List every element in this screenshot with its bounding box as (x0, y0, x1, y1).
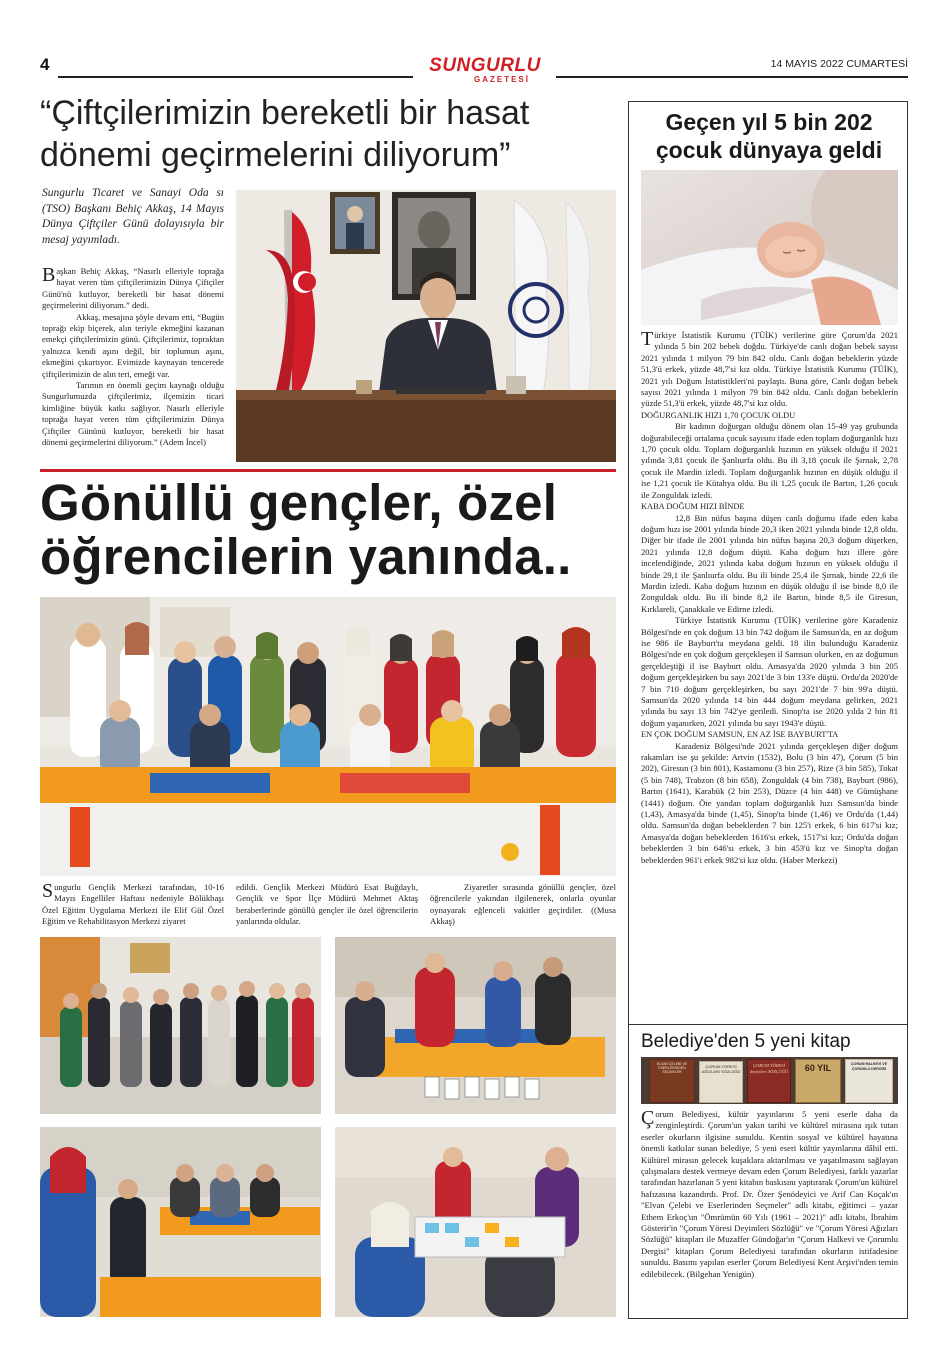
article1-lead: Sungurlu Ticaret ve Sanayi Oda sı (TSO) Başkanı Behiç Akkaş, 14 Mayıs Dünya Çiftçiler Günü dolayısıyla bir mesaj yayımladı. (42, 187, 224, 246)
article4-body (641, 1109, 898, 1280)
article3-body (641, 330, 898, 866)
book-cover (649, 1059, 695, 1103)
article1-paragraph: aşkan Behiç Akkaş, “Nasırlı elleriyle toprağa hayat veren tüm çiftçilerimizin Dünya Çiftçiler Günü'nü kutluyor, bereketli bir hasat dönemi geçirmelerini diliyorum.” dedi. (42, 266, 224, 311)
article3-subheading: EN ÇOK DOĞUM SAMSUN, EN AZ İSE BAYBURT'TA (641, 730, 839, 740)
header-rule-right (556, 76, 908, 78)
header-rule-left (58, 76, 413, 78)
article2-photo (335, 937, 616, 1114)
article4-paragraph: orum Belediyesi, kültür yayınlarını 5 yeni eserle daha da zenginleştirdi. Çorum'un yakın tarihi ve kültürel mirasına ışık tutan eserler okurların ilgisine sunuldu. Kentin sosyal ve kültürel hayatına önemli katkılar sunan belediye, 5 yeni eseri kültür yayınlarına dâhil etti. Kültürel mirasın gelecek kuşaklara aktarılması ve yaşatılmasını sağlayan çalışmalara destek vermeye devam eden Çorum Belediyesi, farklı yazarlar tarafından hazırlanan 5 yeni kitabın baskısını yaptırarak Çorum'un kültürel hafızasına kazandırdı. Prof. Dr. Özer Şenödeyici ve Arif Can Koçak'ın "Elvan Çelebi ve Eserlerinden Seçmeler" adlı kitabı, eğitimci – yazar Ethem Erkoç'un "Ömrümün 60 Yılı (1961 – 2021)" adlı kitabı, İbrahim Gösterir'in "Çorum Yöresi Deyimleri Sözlüğü" ve "Çorum Yöresi Ağızları Sözlüğü" kitapları ile Muzaffer Gündoğar'ın "Çorum Halkevi ve Çorumlu Dergisi" kitapları Çorum Belediyesi tarafından okurların istifadesine sunuldu. Basımı yapılan eserler Çorum Belediyesi Kent Arşivi'nden temin edilebilecek. (Bilgehan Yenigün) (641, 1109, 898, 1279)
book-title: ÇORUM YÖRESİ deyimleri SÖZLÜĞÜ (749, 1063, 789, 1074)
article2-col1 (42, 882, 224, 928)
book-cover (795, 1059, 841, 1103)
article2-photo (335, 1127, 616, 1317)
article1-drop-cap: B (42, 264, 56, 286)
masthead-title: SUNGURLU (429, 55, 541, 76)
book-title: ÇORUM YÖRESİ AĞIZLARI SÖZLÜĞÜ (701, 1064, 741, 1074)
article3-paragraph: Karadeniz Bölgesi'nde 2021 yılında gerçekleşen diğer doğum rakamları ise şu şekilde: Artvin (1532), Bolu (3 bin 47), Çorum (5 bin 202), Giresun (3 bin 801), Kastamonu (3 bin 257), Rize (3 bin 585), Tokat (5 bin 748), Trabzon (8 bin 658), Zonguldak (4 bin 738), Bayburt (986), Bartın (1641), Karabük (2 bin 253), Düzce (4 bin 448) ve Gümüşhane (1441) doğum. Öte yandan toplam doğurganlık hızı Samsun'da binde (1,43), Amasya'da binde (1,45), Sinop'ta binde (1,46) ve Ordu'da (1,44) oldu. Samsun'da doğan bebeklerden 7 bin 125'i erkek, 6 bin 617'si kız; Amasya'da doğan bebeklerden 1616'sı erkek, 1517'si kız; Ordu'da doğan bebeklerden 3 bin 646'sı erkek, 3 bin 453'ü kız ve Sinop'ta doğan bebeklerden 961'i erkek 982'si kız oldu. (Haber Merkezi) (641, 740, 898, 865)
masthead-subtitle: GAZETESİ (473, 75, 530, 84)
article1-photo (236, 190, 616, 462)
article2-col2 (236, 882, 418, 928)
book-title: 60 YIL (804, 1063, 832, 1073)
article1-paragraph: Akkaş, mesajına şöyle devam etti, “Bugün toprağı ekip biçerek, alın teriyle ekmeğini kazanan emekçi çiftçilerimizin günü. Çiftçilerimiz, topraktan yalnızca kendi aşını değil, bir toplumun aşını, ekmeğini çıkartıyor. Evimizde kaynayan tencerede çiftçilerimizin de alın teri, emeği var. (42, 311, 224, 379)
masthead (420, 56, 550, 84)
article2-col3 (430, 882, 616, 928)
baby-photo-svg (641, 170, 898, 325)
group-photo-svg (40, 597, 616, 876)
article1-rule (40, 469, 616, 472)
office-photo-svg (236, 190, 616, 462)
book-cover (747, 1059, 791, 1103)
article3-headline: Geçen yıl 5 bin 202 çocuk dünyaya geldi (655, 109, 883, 163)
article2-main-photo (40, 597, 616, 876)
article4-drop-cap: Ç (641, 1107, 655, 1129)
article4-photo (641, 1057, 898, 1104)
article2-paragraph: Ziyaretler sırasında gönüllü gençler, özel öğrencilerle yakından ilgilenerek, onlarla oyunlar oynayarak eğlenceli vakitler geçirdiler. ((Musa Akkaş) (430, 882, 616, 927)
article2-drop-cap: S (42, 880, 54, 902)
article4-headline: Belediye'den 5 yeni kitap (641, 1031, 851, 1052)
article3-paragraph: Bir kadının doğurgan olduğu dönem olan 15-49 yaş grubunda doğurabileceği ortalama çocuk sayısını ifade eden toplam doğurganlık hızı 1,70 çocuk oldu. Toplam doğurganlık hızının en yüksek olduğu il 2021 yılında 3,81 çocuk ile Şanlıurfa oldu. Bu ili 3,18 çocuk ile Şırnak, 2,78 çocuk ile Mardin izledi. Toplam doğurganlık hızının en düşük olduğu il ise 1,21 çocuk ile Kütahya oldu. Bu ili 1,25 çocuk ile Bartın, 1,26 çocuk ile Zonguldak izledi. (641, 421, 898, 500)
book-title: ELVAN ÇELEBİ VE ESERLERİNDEN SEÇMELER (656, 1062, 688, 1074)
article3-paragraph: Türkiye İstatistik Kurumu (TÜİK) verilerine göre Karadeniz Bölgesi'nde en çok doğum 13 bin 742 doğum ile Samsun'da, en az doğum ise 986 ile Bayburt'ta meydana geldi. 18 ilin bulunduğu Karadeniz Bölgesi'nde en çok doğum gerçekleşen il Samsun olurken, en az doğumun gerçekleştiği il ise Bayburt oldu. Amasya'da 2020 yılında 3 bin 205 doğum gerçekleşirken bu sayı 2021'de 3 bin 133'e düştü. Ordu'da 2020'de 7 bin 710 doğum gerçekleşirken, bu sayı 2021'de 7 bin 99'a düştü. Samsun'da 2020 yılında 14 bin 444 doğum meydana gelirken, 2021 yılında bu sayı 13 bin 742'ye geriledi. Sinop'ta ise 2020 yılda 2 bin 81 doğum yaşanırken, 2021 yılında bu sayı 1943'e düştü. (641, 615, 898, 728)
visit-photo-svg (40, 937, 321, 1114)
article2-photo (40, 937, 321, 1114)
classroom-photo-svg (40, 1127, 321, 1317)
article3-drop-cap: T (641, 328, 654, 350)
article2-paragraph: edildi. Gençlik Merkezi Müdürü Esat Buğdaylı, Gençlik ve Spor İlçe Müdürü Mehmet Aktaş beraberlerinde gönüllü gençler ile özel öğrencilerin yanlarında oldular. (236, 882, 418, 927)
activity-photo-svg (335, 1127, 616, 1317)
header-date: 14 MAYIS 2022 CUMARTESİ (770, 58, 908, 70)
book-title: ÇORUM HALKEVİ VE ÇORUMLU DERGİSİ (850, 1062, 888, 1071)
article1-headline: “Çiftçilerimizin bereketli bir hasat dönemi geçirmelerini diliyorum” (40, 94, 530, 174)
page-number: 4 (40, 55, 50, 74)
article3-paragraph: 12,8 Bin nüfus başına düşen canlı doğumu ifade eden kaba doğum hızı ise 2001 yılında binde 20,3 iken 2021 yılında binde 12,8 oldu. Diğer bir ifade ile 2001 yılında bin nüfus başına 20,3 doğum düşerken, 2021 yılında 12,8 doğum düştü. Kaba doğum hızı illere göre incelendiğinde, 2021 yılında kaba doğum hızının en yüksek olduğu il binde 29,1 ile Şanlıurfa oldu. Bu ili binde 25,4 ile Şırnak, binde 22,6 ile Mardin izledi. Kaba doğum hızının en düşük olduğu il ise binde 8,0 ile Zonguldak oldu. Bu ili binde 8,2 ile Bartın, binde 8,5 ile Giresun, Kırklareli, Çanakkale ve Edirne izledi. (641, 512, 898, 614)
article3-photo (641, 170, 898, 325)
book-cover (845, 1059, 893, 1103)
book-cover (699, 1061, 743, 1103)
article3-paragraph: ürkiye İstatistik Kurumu (TÜİK) verilerine göre Çorum'da 2021 yılında 5 bin 202 bebek doğdu. Türkiye'de canlı doğan bebek sayısı 2021 yılında 1 milyon 79 bin 842 oldu. Canlı doğan bebeklerin yüzde 51,3'ü erkek, yüzde 48,7'si kız oldu. Türkiye İstatistik Kurumu (TÜİK), 2021 yılı Doğum İstatistikleri'ni paylaştı. Buna göre, Canlı doğan bebek sayısı 2021 yılında 1 milyon 79 bin 842 oldu. Canlı doğan bebeklerin yüzde 51,3'ü erkek, yüzde 48,7'si kız oldu. (641, 330, 898, 409)
article1-paragraph: Tarımın en önemli geçim kaynağı olduğu Sungurlumuzda çiftçilerimiz, ilçemizin ticari kimliğine büyük katkı sağlıyor. Nasırlı elleriyle toprağa hayat veren tüm çiftçilerimizin Dünya Çiftçiler Gününü kutluyor, bereketli bir hasat dönemi geçirmelerini diliyorum.” (Adem İncel) (42, 380, 224, 448)
article3-subheading: DOĞURGANLIK HIZI 1,70 ÇOCUK OLDU (641, 410, 796, 420)
article1-body (42, 266, 224, 449)
article2-headline: Gönüllü gençler, özel öğrencilerin yanında.. (40, 474, 572, 585)
article2-photo (40, 1127, 321, 1317)
games-photo-svg (335, 937, 616, 1114)
article3-subheading: KABA DOĞUM HIZI BİNDE (641, 502, 745, 512)
sidebar-divider (628, 1024, 908, 1025)
article2-paragraph: ungurlu Gençlik Merkezi tarafından, 10-16 Mayıs Engelliler Haftası nedeniyle Bölükbaşı Özel Eğitim Uygulama Merkezi ile Elif Gül Özel Eğitim ve Rehabilitasyon Merkezi ziyaret (42, 882, 224, 927)
